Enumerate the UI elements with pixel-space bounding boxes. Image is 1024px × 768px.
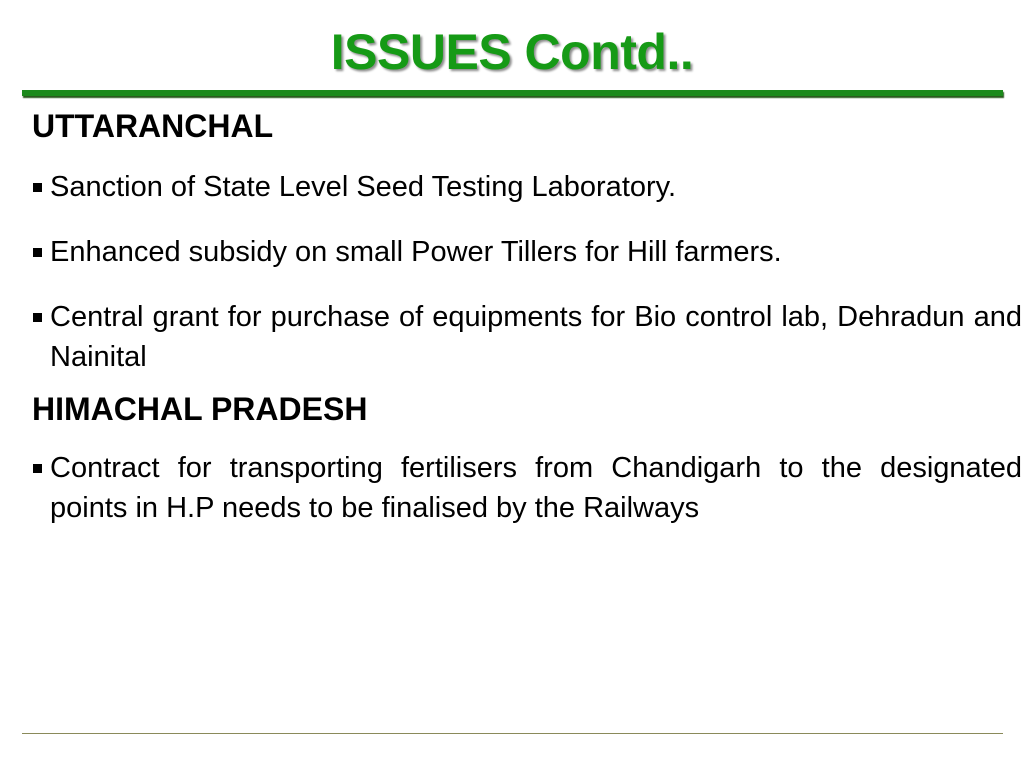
bullet-item xyxy=(32,297,1022,377)
bullet-text: Contract for transporting fertilisers from Chandigarh to the designated points in H.P needs to be finalised by the Railways xyxy=(50,452,1022,524)
himachal-bullet-list xyxy=(32,448,1022,528)
slide-title: ISSUES Contd.. xyxy=(330,24,694,80)
footer-divider xyxy=(22,733,1003,734)
section-heading-himachal-pradesh: HIMACHAL PRADESH xyxy=(32,391,368,427)
square-bullet-icon xyxy=(33,183,42,192)
uttaranchal-bullet-list xyxy=(32,167,1022,377)
square-bullet-icon xyxy=(33,464,42,473)
bullet-item xyxy=(32,232,1022,272)
section-heading-uttaranchal: UTTARANCHAL xyxy=(32,108,274,144)
bullet-item xyxy=(32,448,1022,528)
title-divider xyxy=(22,90,1003,96)
bullet-item xyxy=(32,167,1022,207)
square-bullet-icon xyxy=(33,313,42,322)
square-bullet-icon xyxy=(33,248,42,257)
bullet-text: Central grant for purchase of equipments for Bio control lab, Dehradun and Nainital xyxy=(50,301,1022,373)
slide-content xyxy=(32,106,1022,528)
bullet-text: Sanction of State Level Seed Testing Laboratory. xyxy=(50,171,677,203)
bullet-text: Enhanced subsidy on small Power Tillers for Hill farmers. xyxy=(50,236,782,268)
